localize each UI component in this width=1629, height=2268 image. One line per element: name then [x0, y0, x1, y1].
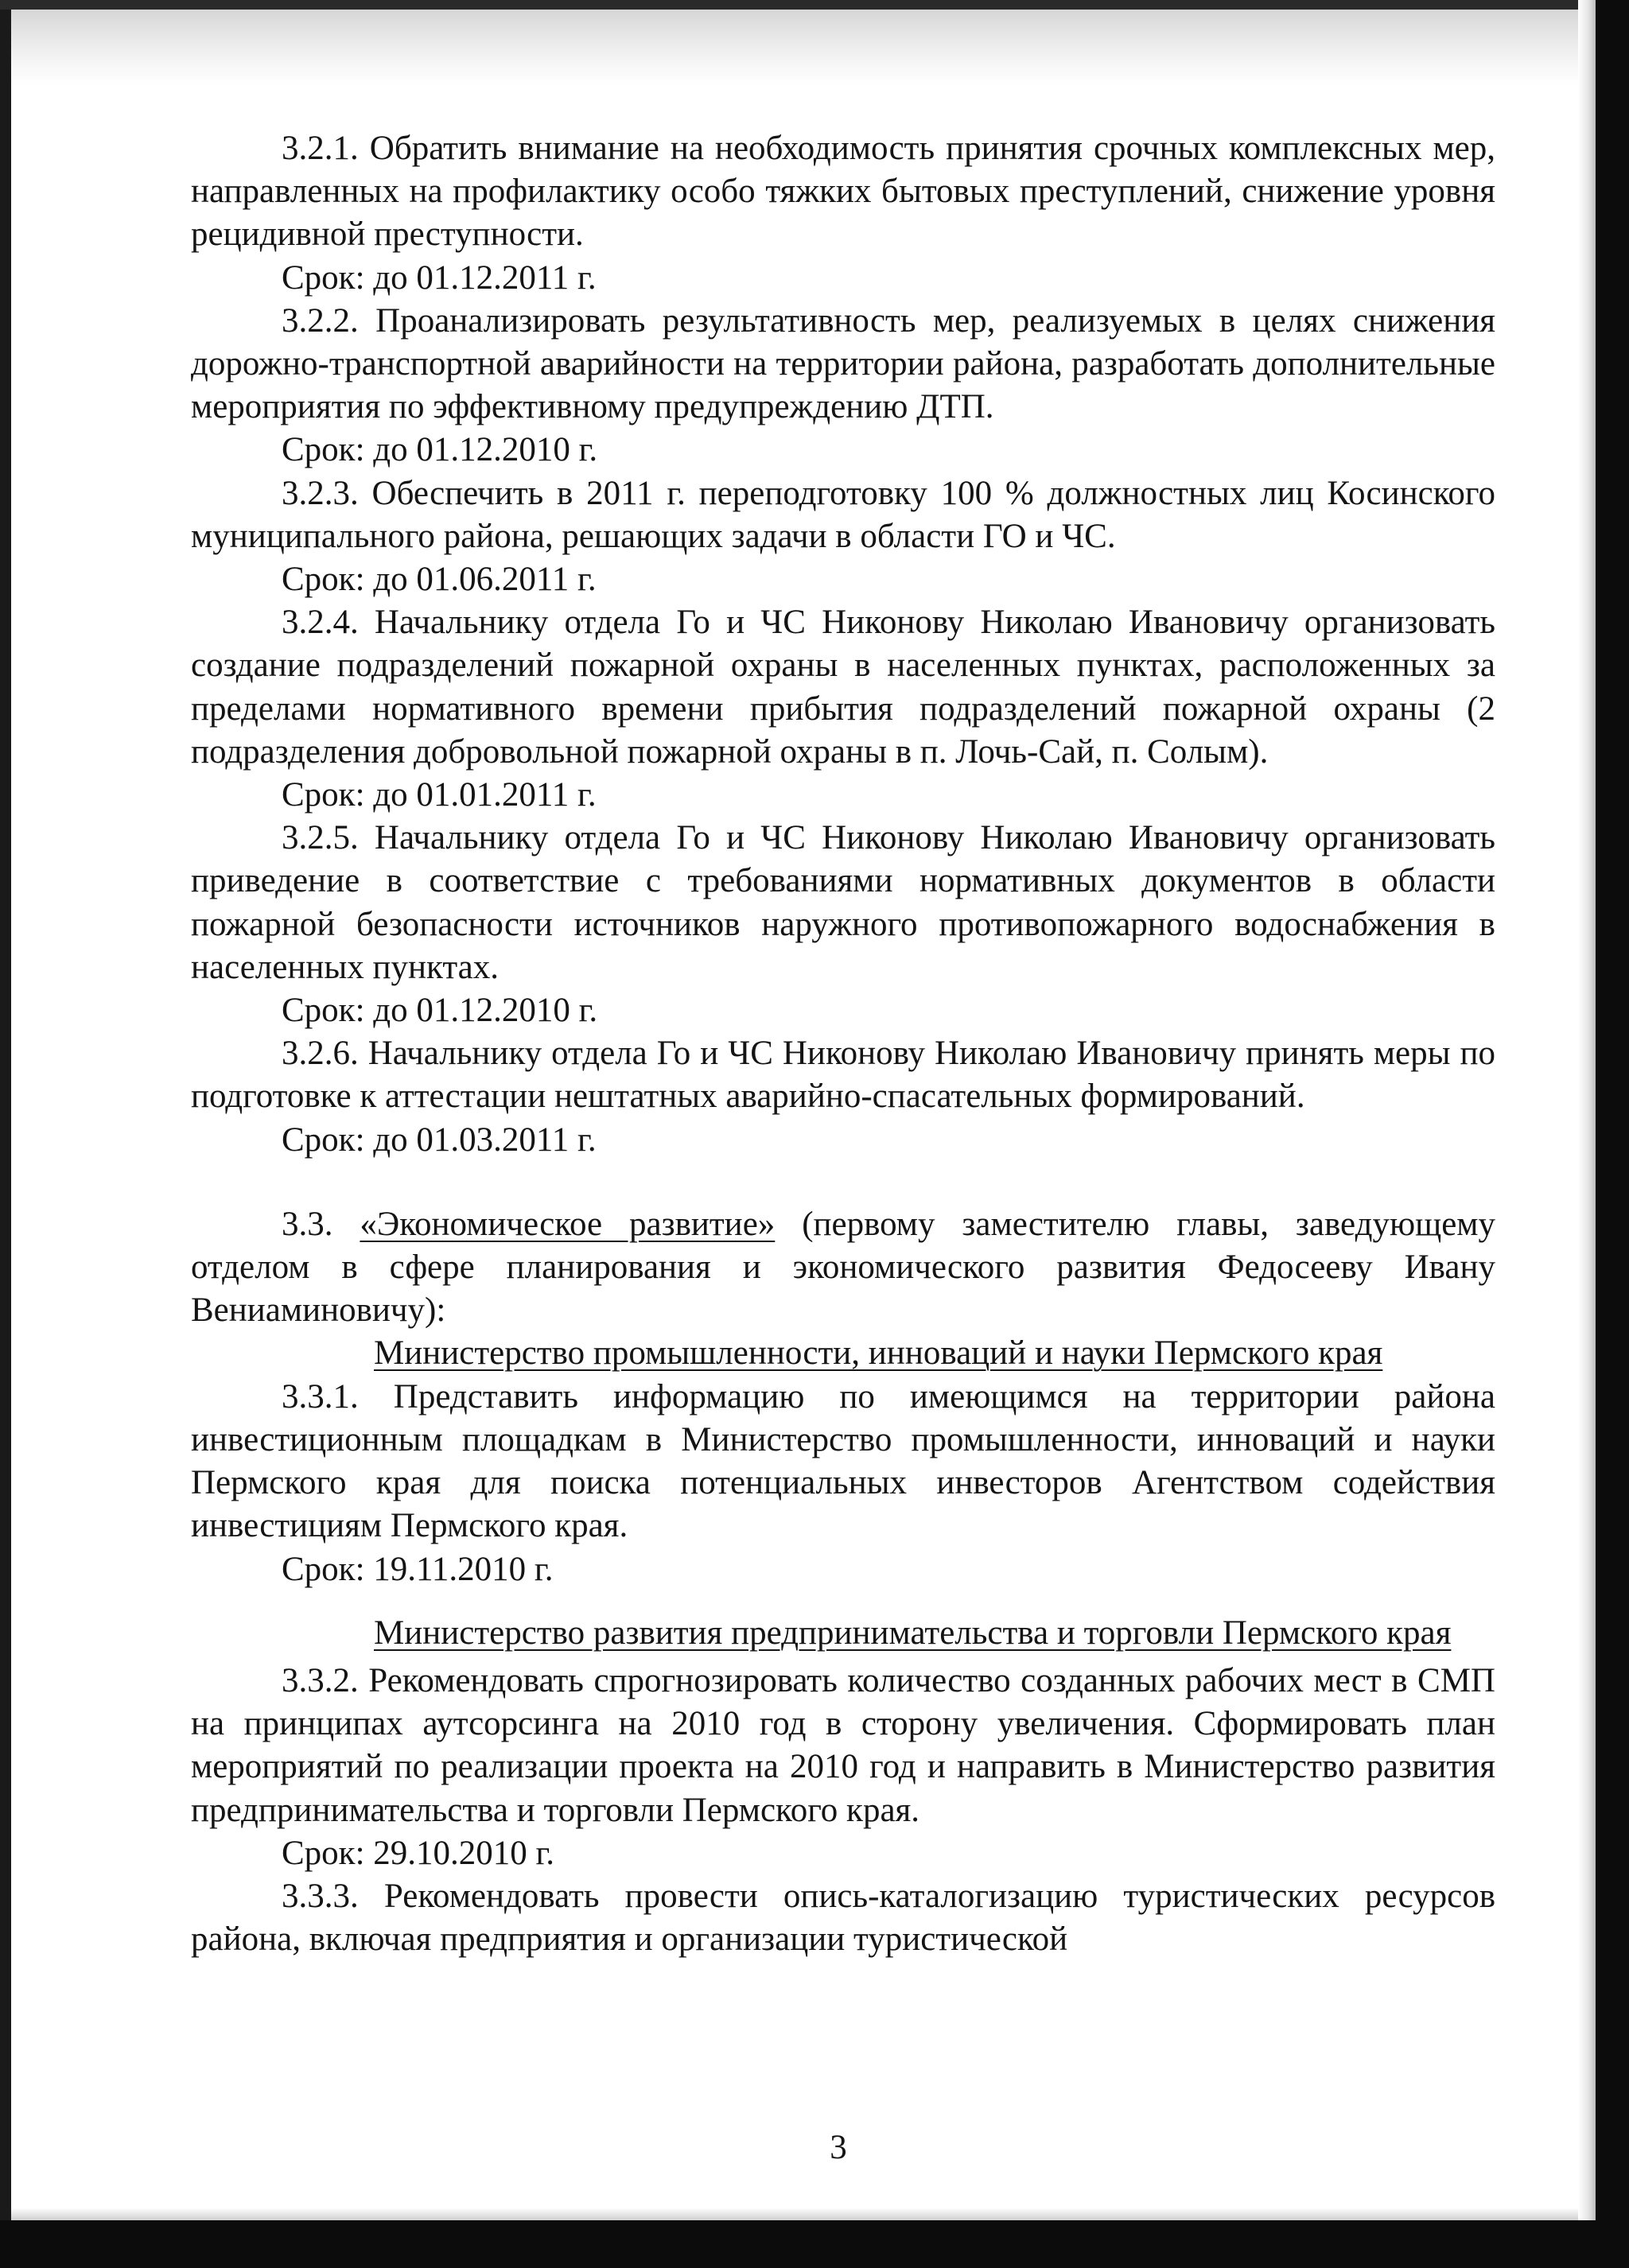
scan-border-left [0, 0, 11, 2268]
paragraph-3-2-4: 3.2.4. Начальнику отдела Го и ЧС Никонову Николаю Ивановичу организовать создание подразделений пожарной охраны в населенных пунктах, расположенных за пределами нормативного времени прибытия подразделений пожарной охраны (2 подразделения добровольной пожарной охраны в п. Лочь-Сай, п. Солым). [191, 604, 1495, 771]
ministry-heading-industry: Министерство промышленности, инноваций и науки Пермского края [374, 1334, 1383, 1373]
section-3-3-heading [191, 1203, 1495, 1333]
paragraph-3-3-3: 3.3.3. Рекомендовать провести опись-каталогизацию туристических ресурсов района, включая предприятия и организации туристической [191, 1877, 1495, 1959]
section-3-3-number: 3.3. [282, 1205, 333, 1243]
section-3-3-description: (первому заместителю главы, заведующему отделом в сфере планирования и экономического развития Федосееву Ивану Вениаминовичу): [191, 1205, 1495, 1330]
scan-border-bottom [0, 2220, 1629, 2268]
term-3-2-5: Срок: до 01.12.2010 г. [282, 992, 598, 1030]
scan-border-top [0, 0, 1629, 10]
paragraph-3-2-2: 3.2.2. Проанализировать результативность мер, реализуемых в целях снижения дорожно-транспортной аварийности на территории района, разработать дополнительные мероприятия по эффективному предупреждению ДТП. [191, 301, 1495, 426]
page-number: 3 [830, 2129, 847, 2166]
term-3-2-3: Срок: до 01.06.2011 г. [282, 561, 597, 599]
term-3-3-1: Срок: 19.11.2010 г. [282, 1550, 554, 1588]
scan-noise-top [11, 10, 1578, 85]
term-3-2-6: Срок: до 01.03.2011 г. [282, 1120, 597, 1159]
scan-shadow-right [1578, 0, 1596, 2268]
term-3-2-2: Срок: до 01.12.2010 г. [282, 431, 598, 469]
ministry-heading-entrepreneurship: Министерство развития предпринимательства и торговли Пермского края [374, 1614, 1452, 1652]
term-3-2-1: Срок: до 01.12.2011 г. [282, 258, 597, 297]
scan-border-right [1596, 0, 1629, 2268]
document-page [191, 127, 1495, 1961]
paragraph-3-2-3: 3.2.3. Обеспечить в 2011 г. переподготовку 100 % должностных лиц Косинского муниципального района, решающих задачи в области ГО и ЧС. [191, 474, 1495, 555]
section-gap [191, 1162, 1495, 1203]
paragraph-3-2-1: 3.2.1. Обратить внимание на необходимость принятия срочных комплексных мер, направленных на профилактику особо тяжких бытовых преступлений, снижение уровня рецидивной преступности. [191, 130, 1495, 254]
scan-shadow-bottom [11, 2208, 1578, 2220]
paragraph-3-3-2: 3.3.2. Рекомендовать спрогнозировать количество созданных рабочих мест в СМП на принципах аутсорсинга на 2010 год в сторону увеличения. Сформировать план мероприятий по реализации проекта на 2010 год и направить в Министерство развития предпринимательства и торговли Пермского края. [191, 1661, 1495, 1829]
paragraph-3-3-1: 3.3.1. Представить информацию по имеющимся на территории района инвестиционным площадкам в Министерство промышленности, инноваций и науки Пермского края для поиска потенциальных инвесторов Агентством содействия инвестициям Пермского края. [191, 1377, 1495, 1545]
term-3-2-4: Срок: до 01.01.2011 г. [282, 776, 597, 814]
paragraph-3-2-6: 3.2.6. Начальнику отдела Го и ЧС Никонову Николаю Ивановичу принять меры по подготовке к аттестации нештатных аварийно-спасательных формирований. [191, 1035, 1495, 1116]
paragraph-3-2-5: 3.2.5. Начальнику отдела Го и ЧС Никонову Николаю Ивановичу организовать приведение в соответствие с требованиями нормативных документов в области пожарной безопасности источников наружного противопожарного водоснабжения в населенных пунктах. [191, 819, 1495, 986]
term-3-3-2: Срок: 29.10.2010 г. [282, 1834, 555, 1872]
section-3-3-title: «Экономическое развитие» [360, 1205, 776, 1243]
heading-gap [191, 1591, 1495, 1612]
